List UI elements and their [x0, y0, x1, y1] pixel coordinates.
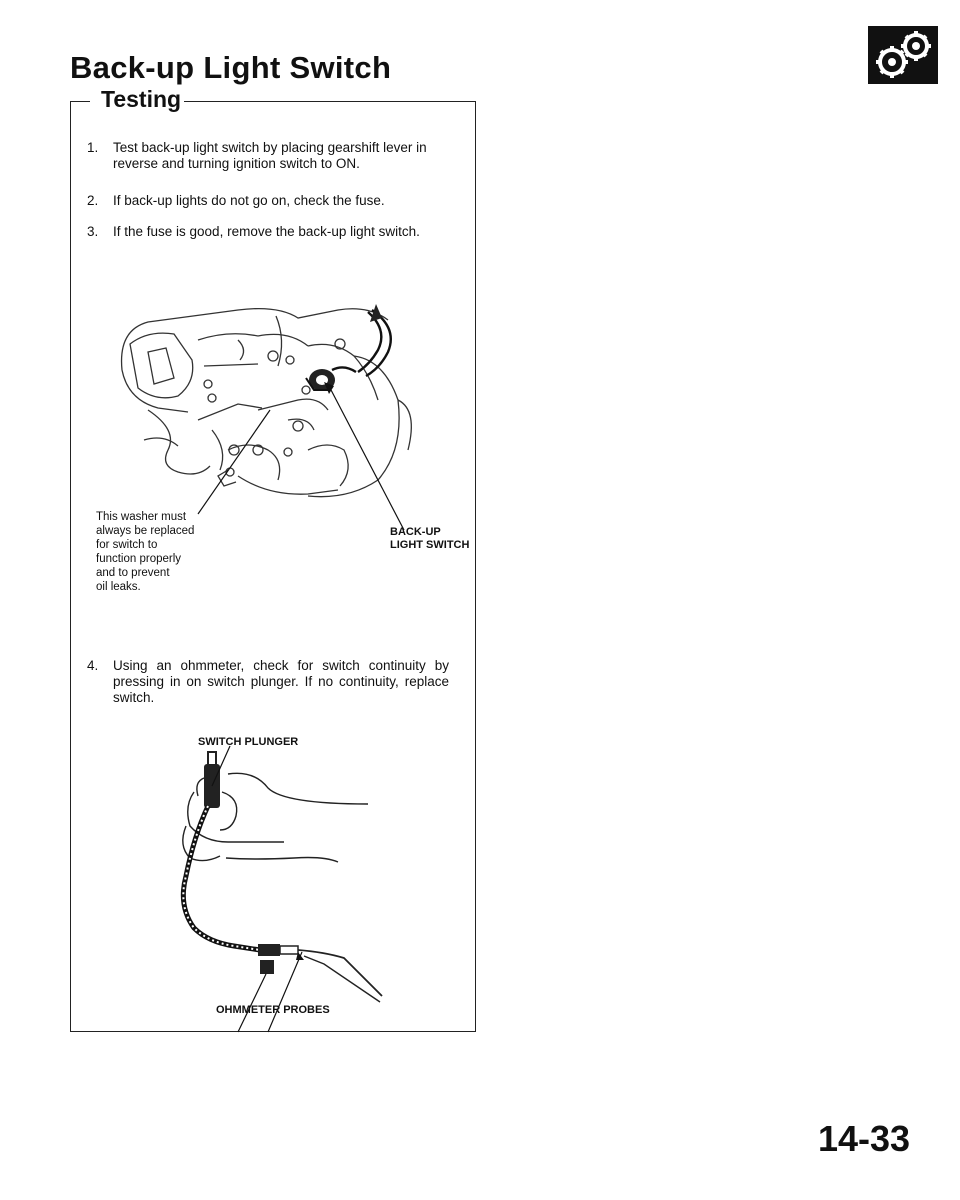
step-2 [87, 193, 467, 213]
frame-top-rule-left [70, 101, 90, 102]
washer-note-line: and to prevent [96, 567, 170, 579]
switch-label-line: BACK-UP [390, 526, 441, 538]
step-text: Using an ohmmeter, check for switch continuity by pressing in on switch plunger. If no continuity, replace switch. [113, 658, 449, 705]
backup-switch-label [390, 526, 469, 552]
step-text: If the fuse is good, remove the back-up light switch. [113, 224, 420, 239]
washer-note-line: oil leaks. [96, 581, 141, 593]
ohmmeter-probes-label: OHMMETER PROBES [216, 1004, 330, 1016]
section-heading: Testing [98, 86, 184, 113]
step-number: 2. [87, 193, 99, 208]
step-number: 4. [87, 658, 99, 673]
step-3 [87, 224, 467, 264]
page-number: 14-33 [818, 1118, 911, 1159]
gears-icon [868, 26, 938, 84]
step-4 [87, 658, 467, 714]
switch-label-line: LIGHT SWITCH [390, 539, 470, 551]
page-title: Back-up Light Switch [70, 50, 392, 85]
ohmmeter-test-illustration [164, 746, 424, 1006]
washer-note-line: for switch to [96, 539, 158, 551]
step-text: Test back-up light switch by placing gearshift lever in reverse and turning ignition switch to ON. [113, 140, 427, 171]
step-number: 3. [87, 224, 99, 239]
washer-note [96, 510, 236, 594]
washer-note-line: always be replaced [96, 525, 195, 537]
step-number: 1. [87, 140, 99, 155]
switch-plunger-label: SWITCH PLUNGER [198, 736, 299, 748]
step-text: If back-up lights do not go on, check the fuse. [113, 193, 385, 208]
washer-note-line: function properly [96, 553, 182, 565]
frame-top-rule-right [183, 101, 476, 102]
transmission-illustration [108, 300, 468, 510]
washer-note-line: This washer must [96, 511, 187, 523]
step-1 [87, 140, 467, 180]
